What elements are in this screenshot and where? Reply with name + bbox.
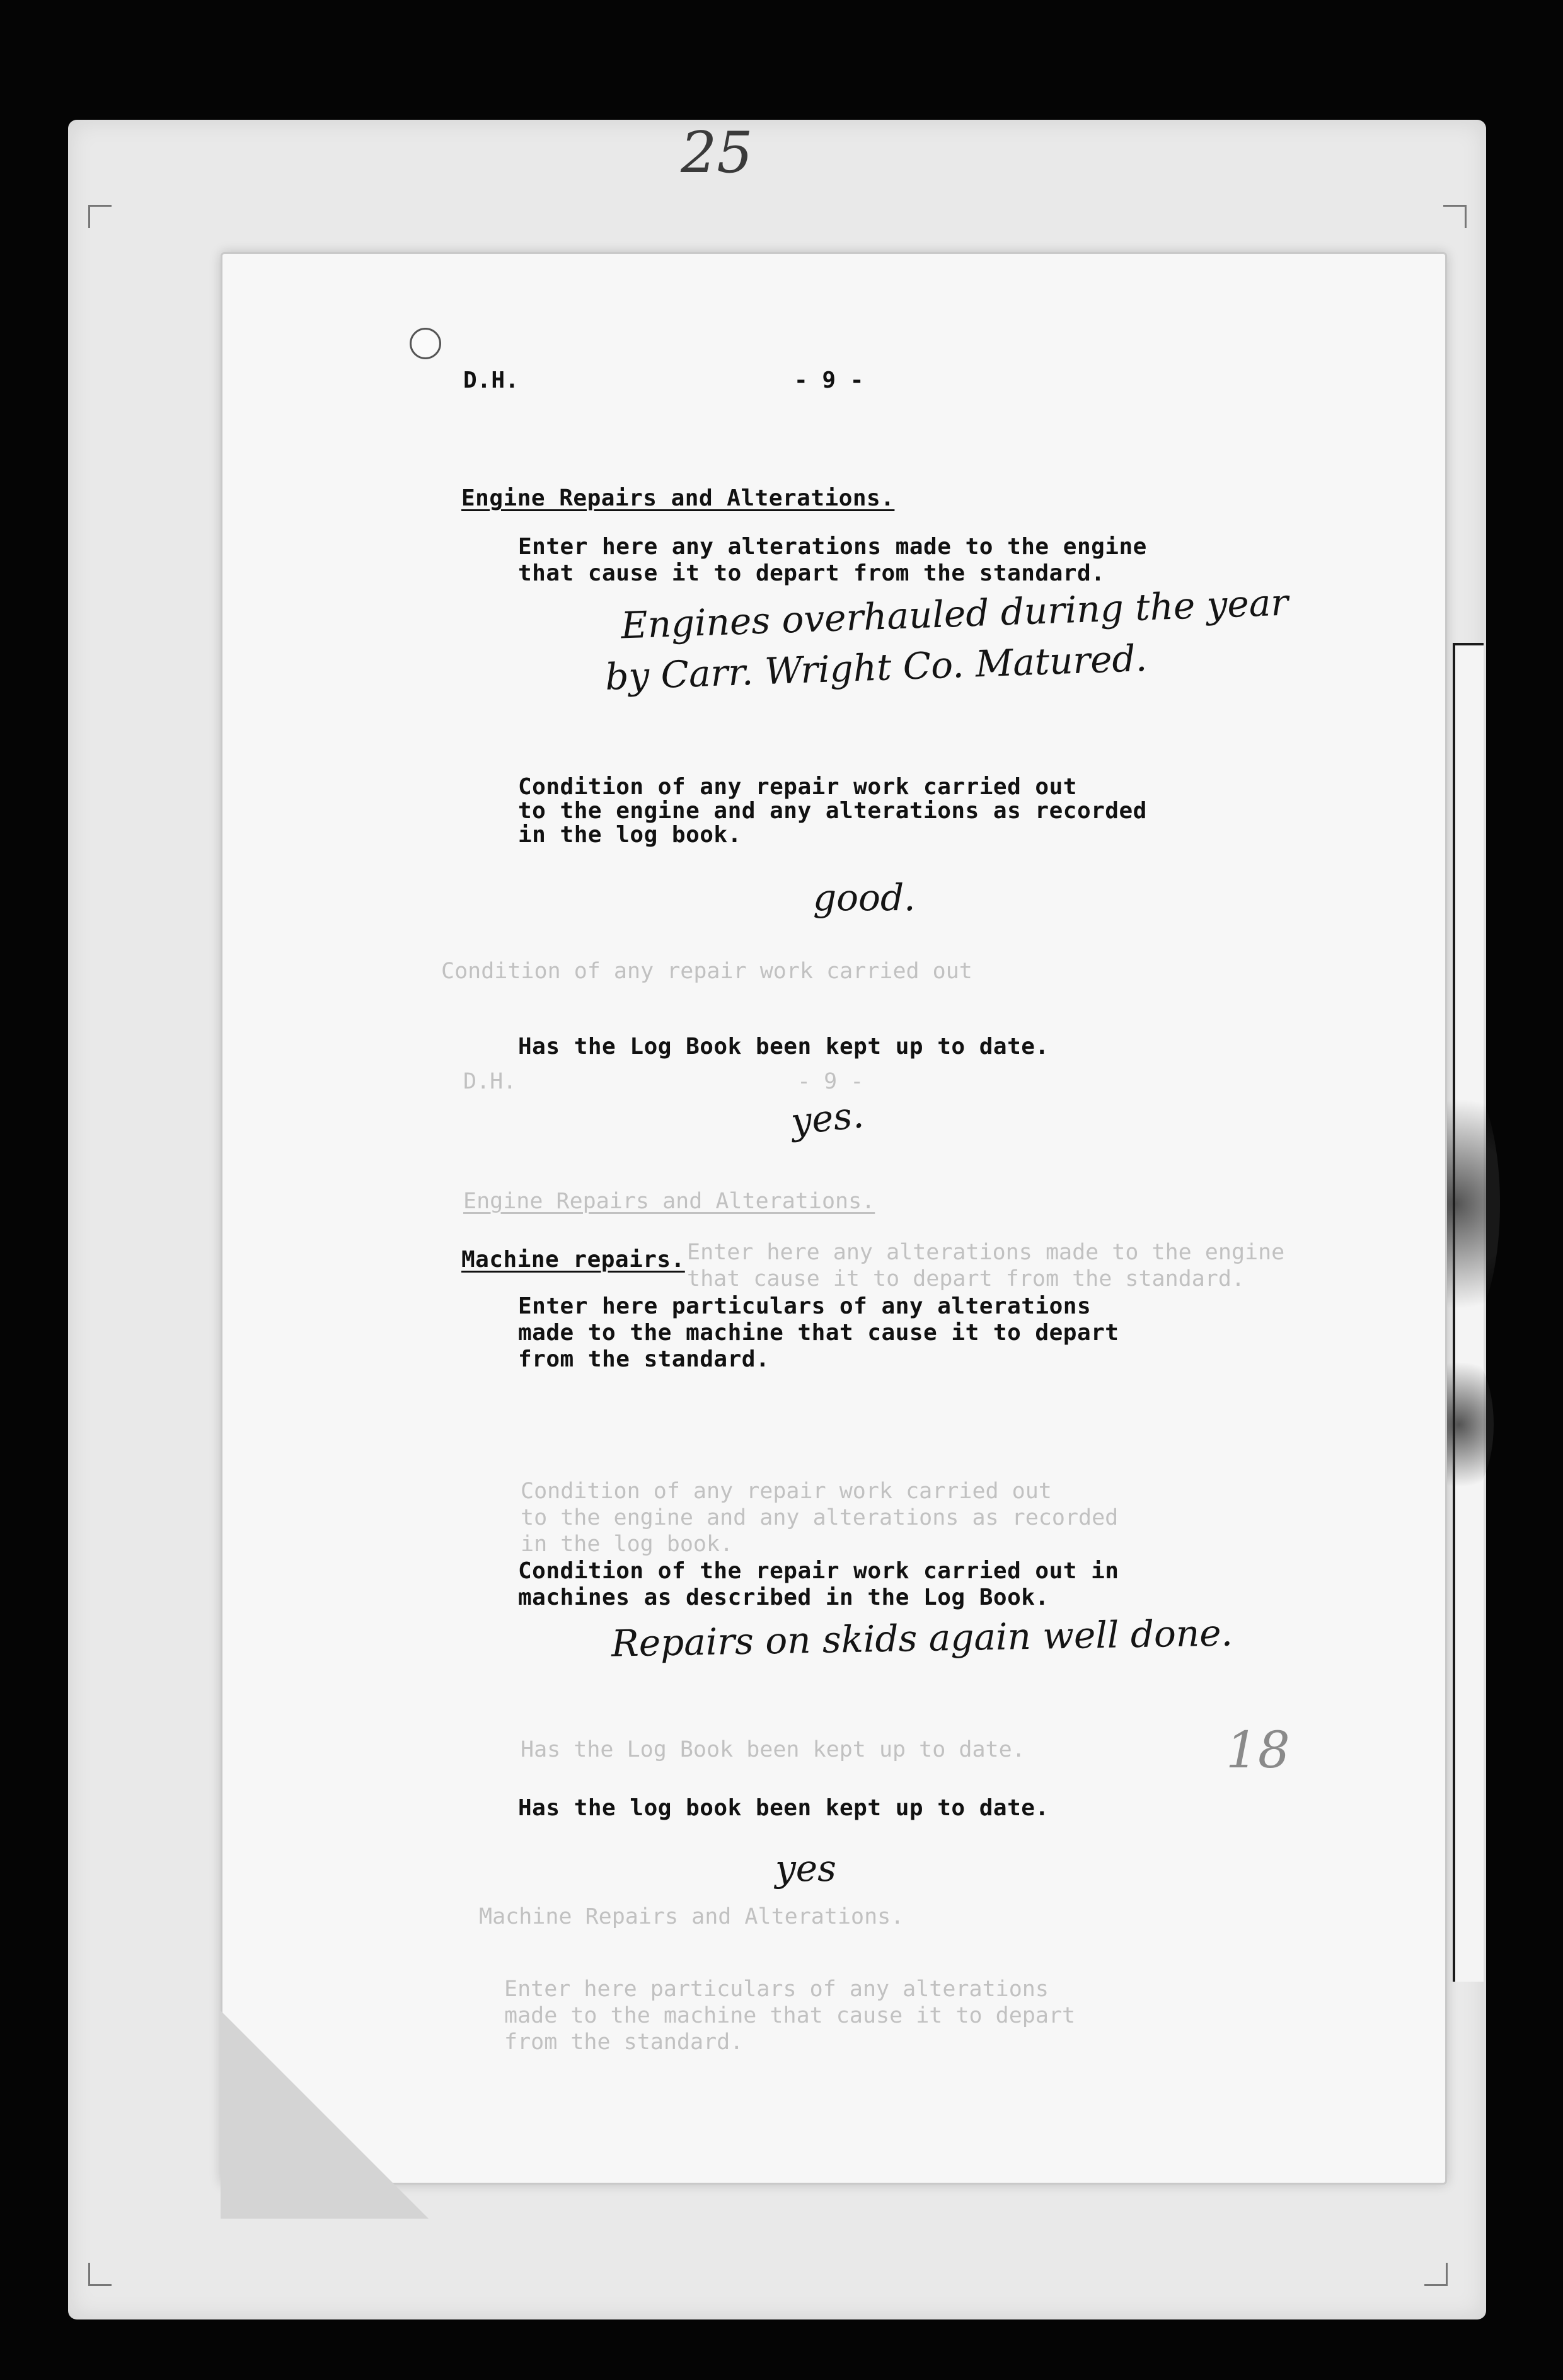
question-text: Has the Log Book been kept up to date. bbox=[518, 1034, 1049, 1060]
bleed-through-text: in the log book. bbox=[521, 1532, 734, 1557]
bleed-through-text: Machine Repairs and Alterations. bbox=[479, 1904, 904, 1929]
handwritten-answer: Repairs on skids again well done. bbox=[611, 1611, 1233, 1665]
bleed-through-text: that cause it to depart from the standard. bbox=[687, 1266, 1245, 1291]
bleed-through-text: Condition of any repair work carried out bbox=[521, 1479, 1052, 1504]
bleed-through-text: Enter here particulars of any alterations bbox=[504, 1977, 1049, 2002]
question-text: Condition of any repair work carried out bbox=[518, 774, 1077, 800]
bleed-through-text: Has the Log Book been kept up to date. bbox=[521, 1737, 1025, 1762]
document-code: D.H. bbox=[463, 367, 519, 393]
bleed-through-text: - 9 - bbox=[797, 1069, 864, 1094]
handwritten-answer: Engines overhauled during the year bbox=[620, 581, 1289, 647]
bleed-through-text: Condition of any repair work carried out bbox=[441, 959, 972, 984]
section-heading-engine: Engine Repairs and Alterations. bbox=[461, 485, 895, 511]
question-text: to the engine and any alterations as recorded bbox=[518, 798, 1147, 824]
punch-hole bbox=[410, 328, 441, 359]
page-number: - 9 - bbox=[794, 367, 864, 393]
question-text: Has the log book been kept up to date. bbox=[518, 1795, 1049, 1821]
question-text: that cause it to depart from the standard. bbox=[518, 560, 1105, 586]
handwritten-answer: by Carr. Wright Co. Matured. bbox=[604, 637, 1148, 698]
crop-mark-bottom-right bbox=[1424, 2263, 1448, 2286]
question-text: Condition of the repair work carried out in bbox=[518, 1558, 1119, 1584]
crop-mark-top-left bbox=[88, 205, 112, 228]
bleed-through-text: Enter here any alterations made to the engine bbox=[687, 1240, 1285, 1265]
handwritten-answer: yes bbox=[775, 1847, 836, 1890]
bleed-through-text: made to the machine that cause it to depart bbox=[504, 2003, 1076, 2028]
handwritten-answer: yes. bbox=[788, 1093, 866, 1143]
handwritten-answer: good. bbox=[813, 876, 916, 919]
folded-corner bbox=[221, 2011, 429, 2219]
bleed-through-text: from the standard. bbox=[504, 2030, 744, 2055]
page-number-annotation: 25 bbox=[681, 120, 753, 186]
crop-mark-bottom-left bbox=[88, 2263, 112, 2286]
margin-annotation: 18 bbox=[1226, 1721, 1290, 1779]
section-heading-machine: Machine repairs. bbox=[461, 1247, 685, 1273]
question-text: in the log book. bbox=[518, 822, 742, 848]
bleed-through-text: Engine Repairs and Alterations. bbox=[463, 1189, 875, 1214]
question-text: machines as described in the Log Book. bbox=[518, 1585, 1049, 1610]
crop-mark-top-right bbox=[1443, 205, 1467, 228]
bleed-through-text: D.H. bbox=[463, 1069, 517, 1094]
question-text: made to the machine that cause it to depart bbox=[518, 1320, 1119, 1346]
bleed-through-text: to the engine and any alterations as recorded bbox=[521, 1505, 1119, 1530]
question-text: from the standard. bbox=[518, 1346, 770, 1372]
question-text: Enter here any alterations made to the engine bbox=[518, 534, 1147, 560]
question-text: Enter here particulars of any alterations bbox=[518, 1293, 1092, 1319]
